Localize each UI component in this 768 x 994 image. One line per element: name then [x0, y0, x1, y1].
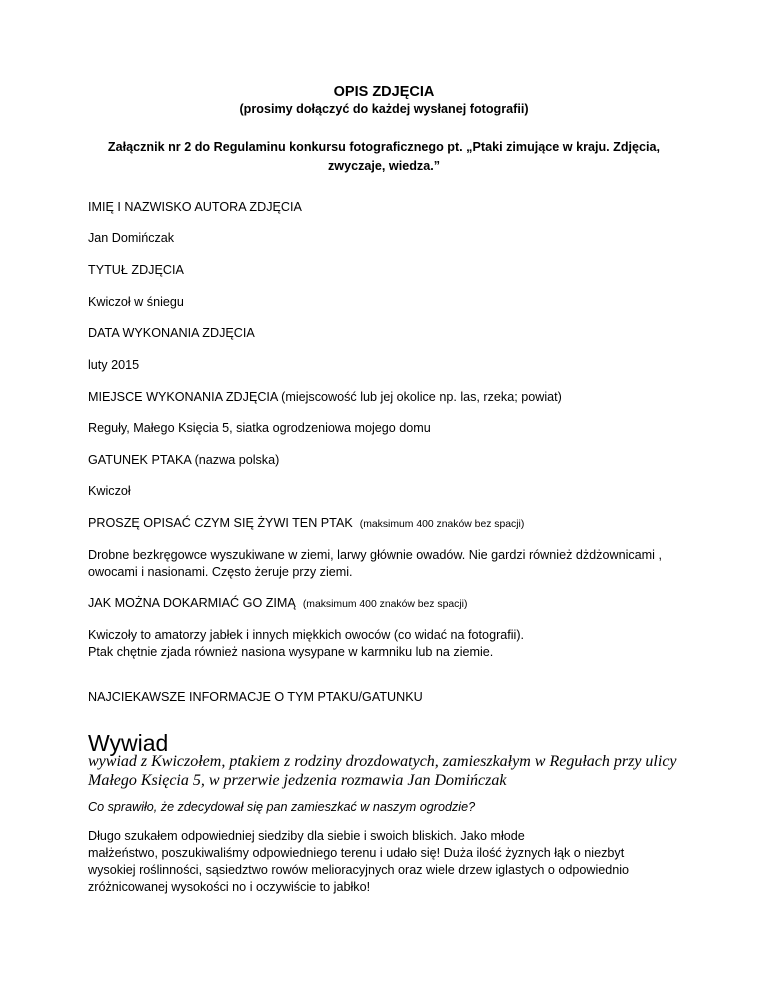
interview-answer — [88, 828, 688, 896]
photo-title-label: TYTUŁ ZDJĘCIA — [88, 263, 184, 277]
document-subtitle: (prosimy dołączyć do każdej wysłanej fotografii) — [239, 102, 529, 116]
document-title: OPIS ZDJĘCIA — [333, 84, 435, 100]
food-label-row — [88, 515, 688, 533]
place-label: MIEJSCE WYKONANIA ZDJĘCIA (miejscowość lub jej okolice np. las, rzeka; powiat) — [88, 390, 562, 404]
food-note: (maksimum 400 znaków bez spacji) — [359, 519, 525, 530]
interview-answer-line-4: zróżnicowanej wysokości no i oczywiście to jabłko! — [88, 880, 371, 894]
feeding-label: JAK MOŻNA DOKARMIAĆ GO ZIMĄ — [88, 596, 296, 610]
photo-title-value: Kwiczoł w śniegu — [88, 295, 184, 309]
attachment-line-2: zwyczaje, wiedza.” — [328, 159, 440, 173]
food-label: PROSZĘ OPISAĆ CZYM SIĘ ŻYWI TEN PTAK — [88, 516, 353, 530]
interview-heading: Wywiad — [88, 730, 169, 756]
interview-lead-line-1: wywiad z Kwiczołem, ptakiem z rodziny drozdowatych, zamieszkałym w Regułach przy ulicy — [88, 753, 677, 770]
author-label: IMIĘ I NAZWISKO AUTORA ZDJĘCIA — [88, 200, 302, 214]
species-label: GATUNEK PTAKA (nazwa polska) — [88, 453, 280, 467]
interview-lead — [88, 752, 688, 790]
food-value-line-1: Drobne bezkręgowce wyszukiwane w ziemi, larwy głównie owadów. Nie gardzi również dżdżownicami , — [88, 548, 662, 562]
date-value: luty 2015 — [88, 358, 140, 372]
interview-question: Co sprawiło, że zdecydował się pan zamieszkać w naszym ogrodzie? — [88, 800, 476, 814]
interview-lead-line-2: Małego Księcia 5, w przerwie jedzenia rozmawia Jan Domińczak — [88, 772, 507, 789]
interview-answer-line-2: małżeństwo, poszukiwaliśmy odpowiedniego terenu i udało się! Duża ilość żyznych łąk o niezbyt — [88, 846, 625, 860]
place-value: Reguły, Małego Księcia 5, siatka ogrodzeniowa mojego domu — [88, 421, 431, 435]
author-value: Jan Domińczak — [88, 231, 175, 245]
interview-answer-line-3: wysokiej roślinności, sąsiedztwo rowów melioracyjnych oraz wiele drzew iglastych o odpowiednio — [88, 863, 630, 877]
species-value: Kwiczoł — [88, 484, 131, 498]
info-label: NAJCIEKAWSZE INFORMACJE O TYM PTAKU/GATUNKU — [88, 690, 423, 704]
interview-answer-line-1: Długo szukałem odpowiedniej siedziby dla siebie i swoich bliskich. Jako młode — [88, 829, 525, 843]
feeding-value-line-1: Kwiczoły to amatorzy jabłek i innych miękkich owoców (co widać na fotografii). — [88, 628, 525, 642]
feeding-note: (maksimum 400 znaków bez spacji) — [302, 599, 468, 610]
attachment-note — [90, 138, 678, 176]
feeding-value-line-2: Ptak chętnie zjada również nasiona wysypane w karmniku lub na ziemie. — [88, 645, 494, 659]
attachment-line-1: Załącznik nr 2 do Regulaminu konkursu fotograficznego pt. „Ptaki zimujące w kraju. Zdjęcia, — [107, 140, 661, 154]
feeding-value — [88, 627, 688, 661]
feeding-label-row — [88, 595, 688, 613]
date-label: DATA WYKONANIA ZDJĘCIA — [88, 326, 255, 340]
food-value-line-2: owocami i nasionami. Często żeruje przy ziemi. — [88, 565, 353, 579]
food-value — [88, 547, 688, 581]
